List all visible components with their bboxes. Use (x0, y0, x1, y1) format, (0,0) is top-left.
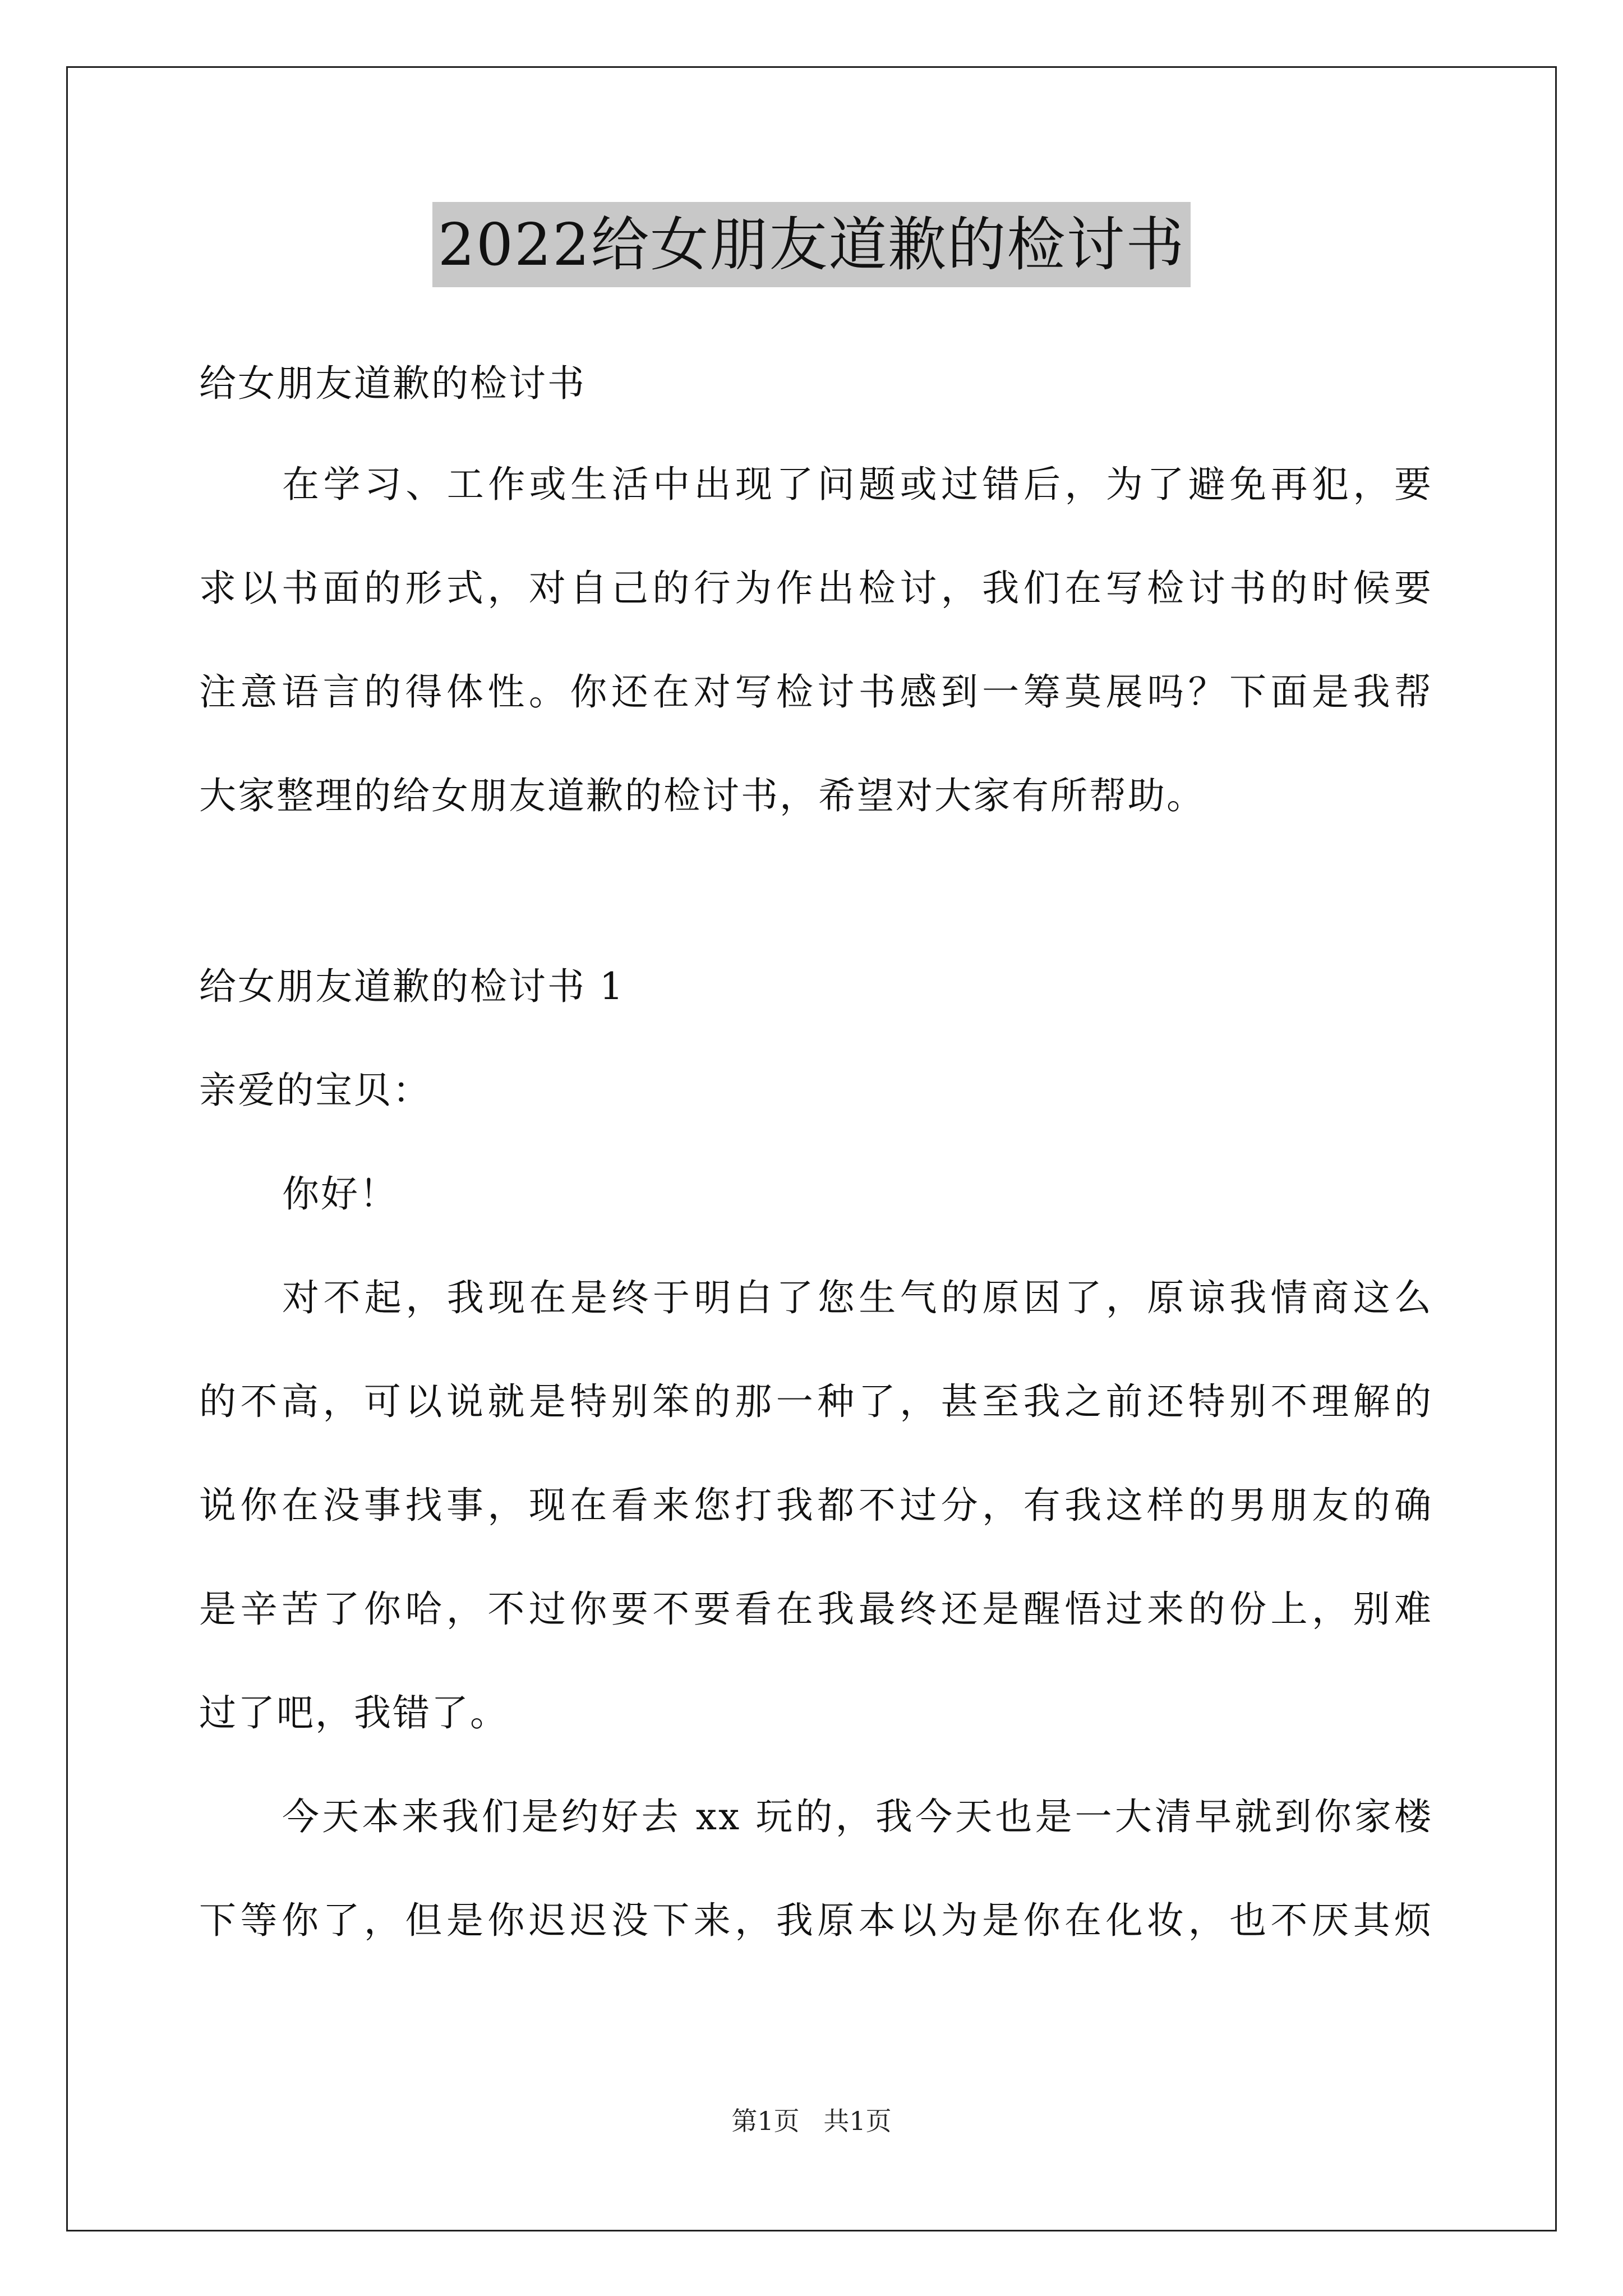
page-footer (0, 2101, 1623, 2138)
salutation: 亲爱的宝贝： (199, 1069, 431, 1112)
paragraph1-line-1: 对不起，我现在是终于明白了您生气的原因了，原谅我情商这么 (282, 1276, 1433, 1319)
paragraph1-line-3: 说你在没事找事，现在看来您打我都不过分，有我这样的男朋友的确 (199, 1484, 1433, 1527)
page-number-total: 共1页 (823, 2106, 892, 2136)
greeting: 你好！ (282, 1172, 398, 1216)
paragraph1-line-2: 的不高，可以说就是特别笨的那一种了，甚至我之前还特别不理解的 (199, 1380, 1433, 1423)
intro-line-2: 求以书面的形式，对自己的行为作出检讨，我们在写检讨书的时候要 (199, 567, 1433, 610)
paragraph2-line-2: 下等你了，但是你迟迟没下来，我原本以为是你在化妆，也不厌其烦 (199, 1899, 1433, 1942)
intro-line-3: 注意语言的得体性。你还在对写检讨书感到一筹莫展吗？下面是我帮 (199, 670, 1433, 714)
document-title: 2022给女朋友道歉的检讨书 (432, 202, 1191, 287)
intro-line-4: 大家整理的给女朋友道歉的检讨书，希望对大家有所帮助。 (199, 774, 1205, 817)
page-number-current: 第1页 (731, 2106, 800, 2136)
section-heading: 给女朋友道歉的检讨书 1 (199, 965, 625, 1008)
paragraph2-line-1: 今天本来我们是约好去 xx 玩的，我今天也是一大清早就到你家楼 (282, 1795, 1433, 1838)
intro-line-1: 在学习、工作或生活中出现了问题或过错后，为了避免再犯，要 (282, 463, 1433, 506)
paragraph1-line-5: 过了吧，我错了。 (199, 1691, 509, 1734)
title-wrap (0, 202, 1623, 287)
subtitle: 给女朋友道歉的检讨书 (199, 362, 586, 405)
paragraph1-line-4: 是辛苦了你哈，不过你要不要看在我最终还是醒悟过来的份上，别难 (199, 1588, 1433, 1631)
